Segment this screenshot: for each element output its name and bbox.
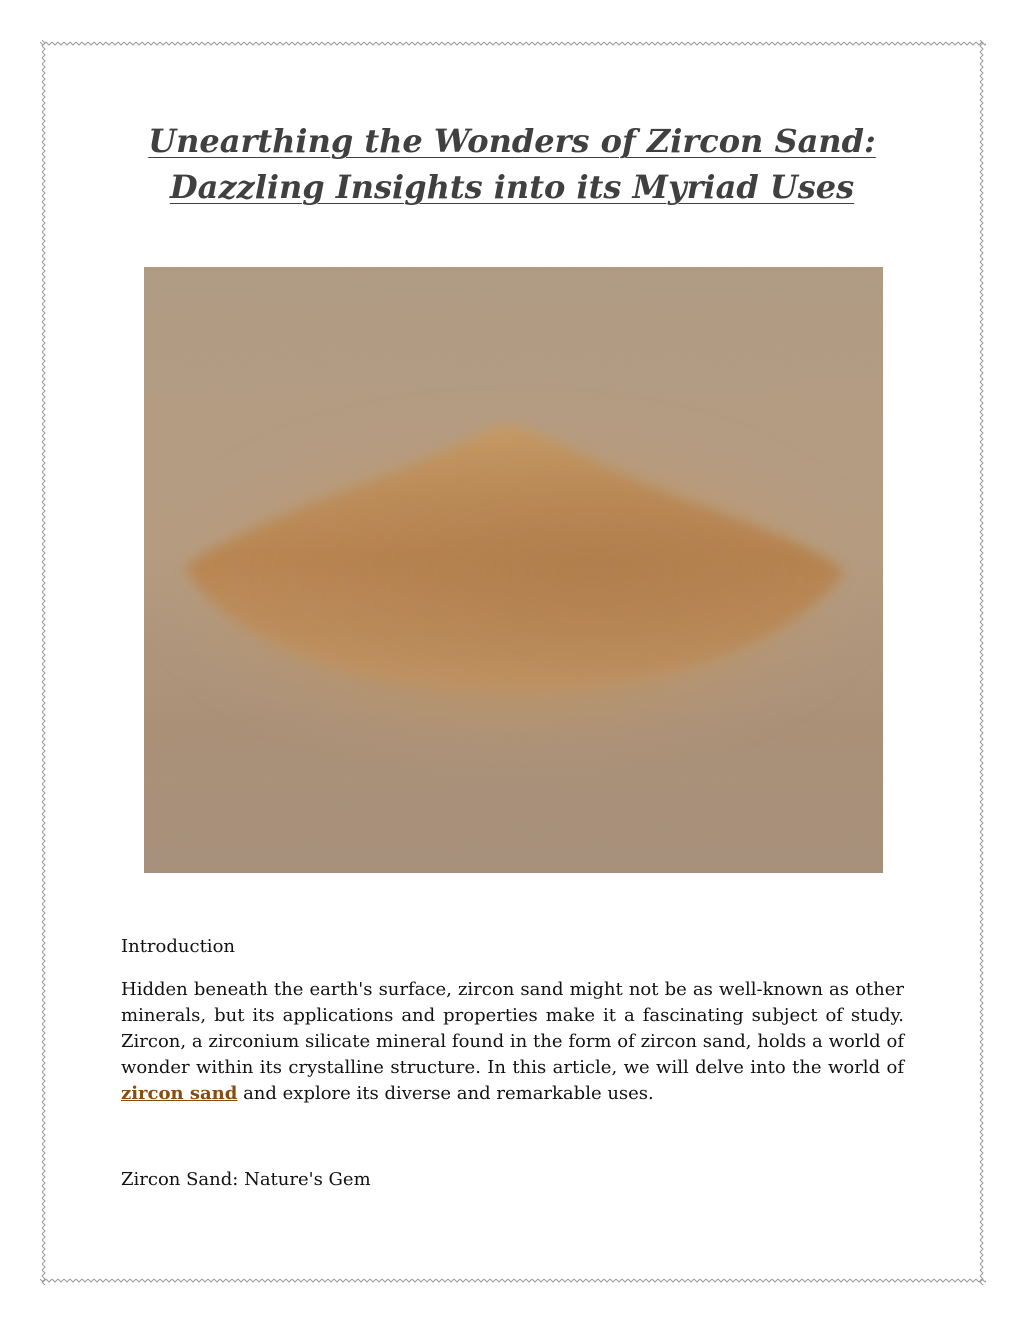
section-heading-introduction: Introduction [121, 936, 235, 957]
hero-image [144, 267, 883, 873]
page-border-left [40, 40, 48, 1285]
section-heading-natures-gem: Zircon Sand: Nature's Gem [121, 1169, 371, 1190]
intro-text-part-2: and explore its diverse and remarkable uses. [237, 1083, 654, 1104]
document-title: Unearthing the Wonders of Zircon Sand: Dazzling Insights into its Myriad Uses [148, 122, 876, 206]
page-border-bottom [40, 1277, 986, 1285]
page-border-top [40, 40, 986, 48]
intro-text-part-1: Hidden beneath the earth's surface, zircon sand might not be as well-known as other minerals, but its applications and properties make it a fascinating subject of study. Zircon, a zirconium silicate mineral found in the form of zircon sand, holds a world of wonder within its crystalline structure. In this article, we will delve into the world of [121, 979, 904, 1078]
zircon-sand-link[interactable]: zircon sand [121, 1083, 238, 1104]
page-border-right [978, 40, 986, 1285]
zircon-sand-image [144, 267, 883, 873]
intro-paragraph [121, 977, 904, 1107]
